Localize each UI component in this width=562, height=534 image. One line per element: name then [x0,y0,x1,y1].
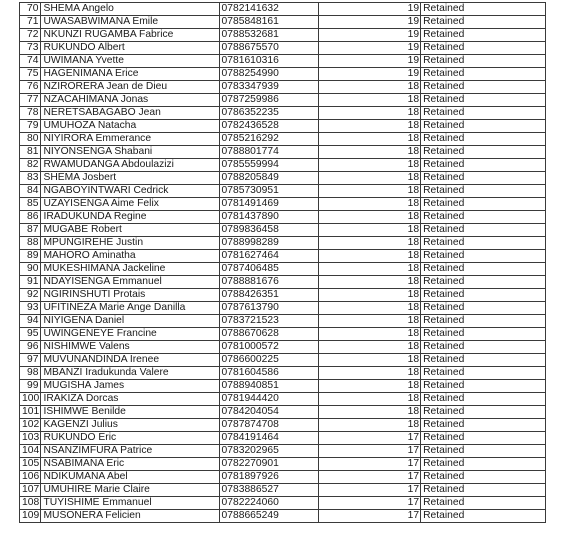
table-row [20,419,546,432]
row-number-cell: 109 [20,510,41,523]
score-cell: 17 [318,432,420,445]
results-sheet [19,2,556,523]
status-cell: Retained [421,237,546,250]
results-table [19,2,546,523]
row-number-cell: 106 [20,471,41,484]
candidate-name-cell: NIYIGENA Daniel [41,315,219,328]
phone-number-cell: 0782224060 [219,497,318,510]
row-number-cell: 104 [20,445,41,458]
status-cell: Retained [421,419,546,432]
table-row [20,354,546,367]
status-cell: Retained [421,276,546,289]
candidate-name-cell: UMUHOZA Natacha [41,120,219,133]
table-row [20,94,546,107]
row-number-cell: 108 [20,497,41,510]
status-cell: Retained [421,198,546,211]
row-number-cell: 90 [20,263,41,276]
status-cell: Retained [421,471,546,484]
score-cell: 18 [318,107,420,120]
status-cell: Retained [421,250,546,263]
candidate-name-cell: NSABIMANA Eric [41,458,219,471]
table-row [20,289,546,302]
candidate-name-cell: UZAYISENGA Aime Felix [41,198,219,211]
candidate-name-cell: UWASABWIMANA Emile [41,16,219,29]
status-cell: Retained [421,341,546,354]
row-number-cell: 79 [20,120,41,133]
score-cell: 18 [318,81,420,94]
phone-number-cell: 0781437890 [219,211,318,224]
score-cell: 18 [318,237,420,250]
table-row [20,380,546,393]
table-row [20,198,546,211]
status-cell: Retained [421,133,546,146]
status-cell: Retained [421,81,546,94]
candidate-name-cell: NKUNZI RUGAMBA Fabrice [41,29,219,42]
candidate-name-cell: HAGENIMANA Erice [41,68,219,81]
phone-number-cell: 0788426351 [219,289,318,302]
score-cell: 17 [318,497,420,510]
row-number-cell: 78 [20,107,41,120]
candidate-name-cell: MPUNGIREHE Justin [41,237,219,250]
status-cell: Retained [421,328,546,341]
table-row [20,133,546,146]
table-row [20,393,546,406]
table-row [20,81,546,94]
candidate-name-cell: SHEMA Josbert [41,172,219,185]
phone-number-cell: 0788205849 [219,172,318,185]
status-cell: Retained [421,289,546,302]
status-cell: Retained [421,445,546,458]
score-cell: 18 [318,250,420,263]
phone-number-cell: 0785216292 [219,133,318,146]
phone-number-cell: 0783202965 [219,445,318,458]
phone-number-cell: 0788665249 [219,510,318,523]
row-number-cell: 75 [20,68,41,81]
phone-number-cell: 0788254990 [219,68,318,81]
candidate-name-cell: MUKESHIMANA Jackeline [41,263,219,276]
status-cell: Retained [421,393,546,406]
score-cell: 18 [318,354,420,367]
score-cell: 18 [318,94,420,107]
phone-number-cell: 0781610316 [219,55,318,68]
row-number-cell: 89 [20,250,41,263]
row-number-cell: 99 [20,380,41,393]
row-number-cell: 83 [20,172,41,185]
table-row [20,224,546,237]
candidate-name-cell: UFITINEZA Marie Ange Danilla [41,302,219,315]
phone-number-cell: 0788940851 [219,380,318,393]
table-row [20,406,546,419]
candidate-name-cell: IRADUKUNDA Regine [41,211,219,224]
row-number-cell: 96 [20,341,41,354]
row-number-cell: 84 [20,185,41,198]
row-number-cell: 70 [20,3,41,16]
phone-number-cell: 0786600225 [219,354,318,367]
phone-number-cell: 0781627464 [219,250,318,263]
phone-number-cell: 0783886527 [219,484,318,497]
phone-number-cell: 0785559994 [219,159,318,172]
score-cell: 18 [318,406,420,419]
phone-number-cell: 0788532681 [219,29,318,42]
score-cell: 19 [318,3,420,16]
status-cell: Retained [421,367,546,380]
row-number-cell: 103 [20,432,41,445]
phone-number-cell: 0788998289 [219,237,318,250]
row-number-cell: 71 [20,16,41,29]
row-number-cell: 97 [20,354,41,367]
candidate-name-cell: IRAKIZA Dorcas [41,393,219,406]
score-cell: 19 [318,55,420,68]
row-number-cell: 87 [20,224,41,237]
phone-number-cell: 0782270901 [219,458,318,471]
score-cell: 19 [318,68,420,81]
status-cell: Retained [421,29,546,42]
phone-number-cell: 0782141632 [219,3,318,16]
candidate-name-cell: NISHIMWE Valens [41,341,219,354]
table-row [20,68,546,81]
candidate-name-cell: NGIRINSHUTI Protais [41,289,219,302]
score-cell: 18 [318,328,420,341]
candidate-name-cell: MUGABE Robert [41,224,219,237]
score-cell: 19 [318,16,420,29]
row-number-cell: 105 [20,458,41,471]
status-cell: Retained [421,380,546,393]
score-cell: 18 [318,341,420,354]
table-row [20,185,546,198]
table-row [20,445,546,458]
candidate-name-cell: MBANZI Iradukunda Valere [41,367,219,380]
candidate-name-cell: NZACAHIMANA Jonas [41,94,219,107]
table-row [20,237,546,250]
score-cell: 18 [318,120,420,133]
table-row [20,16,546,29]
candidate-name-cell: NERETSABAGABO Jean [41,107,219,120]
phone-number-cell: 0783347939 [219,81,318,94]
row-number-cell: 88 [20,237,41,250]
status-cell: Retained [421,16,546,29]
candidate-name-cell: NGABOYINTWARI Cedrick [41,185,219,198]
row-number-cell: 100 [20,393,41,406]
score-cell: 17 [318,458,420,471]
status-cell: Retained [421,185,546,198]
row-number-cell: 82 [20,159,41,172]
candidate-name-cell: UMUHIRE Marie Claire [41,484,219,497]
row-number-cell: 94 [20,315,41,328]
table-row [20,510,546,523]
status-cell: Retained [421,302,546,315]
row-number-cell: 80 [20,133,41,146]
row-number-cell: 76 [20,81,41,94]
phone-number-cell: 0784204054 [219,406,318,419]
score-cell: 18 [318,185,420,198]
candidate-name-cell: RWAMUDANGA Abdoulazizi [41,159,219,172]
phone-number-cell: 0788675570 [219,42,318,55]
score-cell: 18 [318,302,420,315]
candidate-name-cell: NDIKUMANA Abel [41,471,219,484]
table-row [20,55,546,68]
row-number-cell: 91 [20,276,41,289]
score-cell: 18 [318,198,420,211]
phone-number-cell: 0784191464 [219,432,318,445]
status-cell: Retained [421,484,546,497]
row-number-cell: 81 [20,146,41,159]
status-cell: Retained [421,432,546,445]
table-row [20,42,546,55]
candidate-name-cell: NSANZIMFURA Patrice [41,445,219,458]
candidate-name-cell: RUKUNDO Albert [41,42,219,55]
results-table-body [20,3,546,523]
table-row [20,341,546,354]
score-cell: 18 [318,393,420,406]
score-cell: 18 [318,211,420,224]
row-number-cell: 102 [20,419,41,432]
phone-number-cell: 0781604586 [219,367,318,380]
phone-number-cell: 0788801774 [219,146,318,159]
row-number-cell: 85 [20,198,41,211]
table-row [20,315,546,328]
row-number-cell: 101 [20,406,41,419]
score-cell: 18 [318,367,420,380]
table-row [20,29,546,42]
table-row [20,159,546,172]
score-cell: 18 [318,146,420,159]
phone-number-cell: 0788881676 [219,276,318,289]
status-cell: Retained [421,107,546,120]
table-row [20,146,546,159]
table-row [20,497,546,510]
status-cell: Retained [421,68,546,81]
table-row [20,484,546,497]
status-cell: Retained [421,55,546,68]
table-row [20,302,546,315]
candidate-name-cell: TUYISHIME Emmanuel [41,497,219,510]
score-cell: 17 [318,484,420,497]
candidate-name-cell: MUGISHA James [41,380,219,393]
score-cell: 17 [318,445,420,458]
phone-number-cell: 0782436528 [219,120,318,133]
phone-number-cell: 0787259986 [219,94,318,107]
table-row [20,432,546,445]
status-cell: Retained [421,224,546,237]
score-cell: 19 [318,29,420,42]
candidate-name-cell: MAHORO Aminatha [41,250,219,263]
score-cell: 18 [318,159,420,172]
phone-number-cell: 0781944420 [219,393,318,406]
score-cell: 17 [318,510,420,523]
candidate-name-cell: ISHIMWE Benilde [41,406,219,419]
row-number-cell: 86 [20,211,41,224]
table-row [20,276,546,289]
status-cell: Retained [421,42,546,55]
table-row [20,107,546,120]
phone-number-cell: 0785848161 [219,16,318,29]
status-cell: Retained [421,315,546,328]
score-cell: 18 [318,133,420,146]
row-number-cell: 74 [20,55,41,68]
status-cell: Retained [421,354,546,367]
score-cell: 19 [318,42,420,55]
candidate-name-cell: SHEMA Angelo [41,3,219,16]
phone-number-cell: 0787406485 [219,263,318,276]
candidate-name-cell: RUKUNDO Eric [41,432,219,445]
status-cell: Retained [421,120,546,133]
table-row [20,471,546,484]
row-number-cell: 98 [20,367,41,380]
candidate-name-cell: KAGENZI Julius [41,419,219,432]
phone-number-cell: 0787874708 [219,419,318,432]
table-row [20,120,546,133]
row-number-cell: 77 [20,94,41,107]
score-cell: 17 [318,471,420,484]
status-cell: Retained [421,3,546,16]
candidate-name-cell: NDAYISENGA Emmanuel [41,276,219,289]
candidate-name-cell: NZIRORERA Jean de Dieu [41,81,219,94]
phone-number-cell: 0781000572 [219,341,318,354]
row-number-cell: 73 [20,42,41,55]
phone-number-cell: 0788670628 [219,328,318,341]
table-row [20,458,546,471]
phone-number-cell: 0785730951 [219,185,318,198]
status-cell: Retained [421,94,546,107]
candidate-name-cell: MUSONERA Felicien [41,510,219,523]
table-row [20,3,546,16]
candidate-name-cell: NIYIRORA Emmerance [41,133,219,146]
status-cell: Retained [421,406,546,419]
score-cell: 18 [318,172,420,185]
score-cell: 18 [318,289,420,302]
status-cell: Retained [421,146,546,159]
row-number-cell: 95 [20,328,41,341]
table-row [20,367,546,380]
candidate-name-cell: NIYONSENGA Shabani [41,146,219,159]
table-row [20,328,546,341]
status-cell: Retained [421,159,546,172]
candidate-name-cell: UWINGENEYE Francine [41,328,219,341]
status-cell: Retained [421,211,546,224]
candidate-name-cell: MUVUNANDINDA Irenee [41,354,219,367]
candidate-name-cell: UWIMANA Yvette [41,55,219,68]
table-row [20,211,546,224]
score-cell: 18 [318,380,420,393]
row-number-cell: 92 [20,289,41,302]
row-number-cell: 72 [20,29,41,42]
row-number-cell: 107 [20,484,41,497]
phone-number-cell: 0787613790 [219,302,318,315]
table-row [20,250,546,263]
row-number-cell: 93 [20,302,41,315]
score-cell: 18 [318,315,420,328]
phone-number-cell: 0786352235 [219,107,318,120]
phone-number-cell: 0781491469 [219,198,318,211]
score-cell: 18 [318,419,420,432]
phone-number-cell: 0789836458 [219,224,318,237]
phone-number-cell: 0781897926 [219,471,318,484]
score-cell: 18 [318,224,420,237]
phone-number-cell: 0783721523 [219,315,318,328]
status-cell: Retained [421,172,546,185]
score-cell: 18 [318,263,420,276]
table-row [20,263,546,276]
score-cell: 18 [318,276,420,289]
status-cell: Retained [421,263,546,276]
status-cell: Retained [421,497,546,510]
status-cell: Retained [421,458,546,471]
table-row [20,172,546,185]
status-cell: Retained [421,510,546,523]
